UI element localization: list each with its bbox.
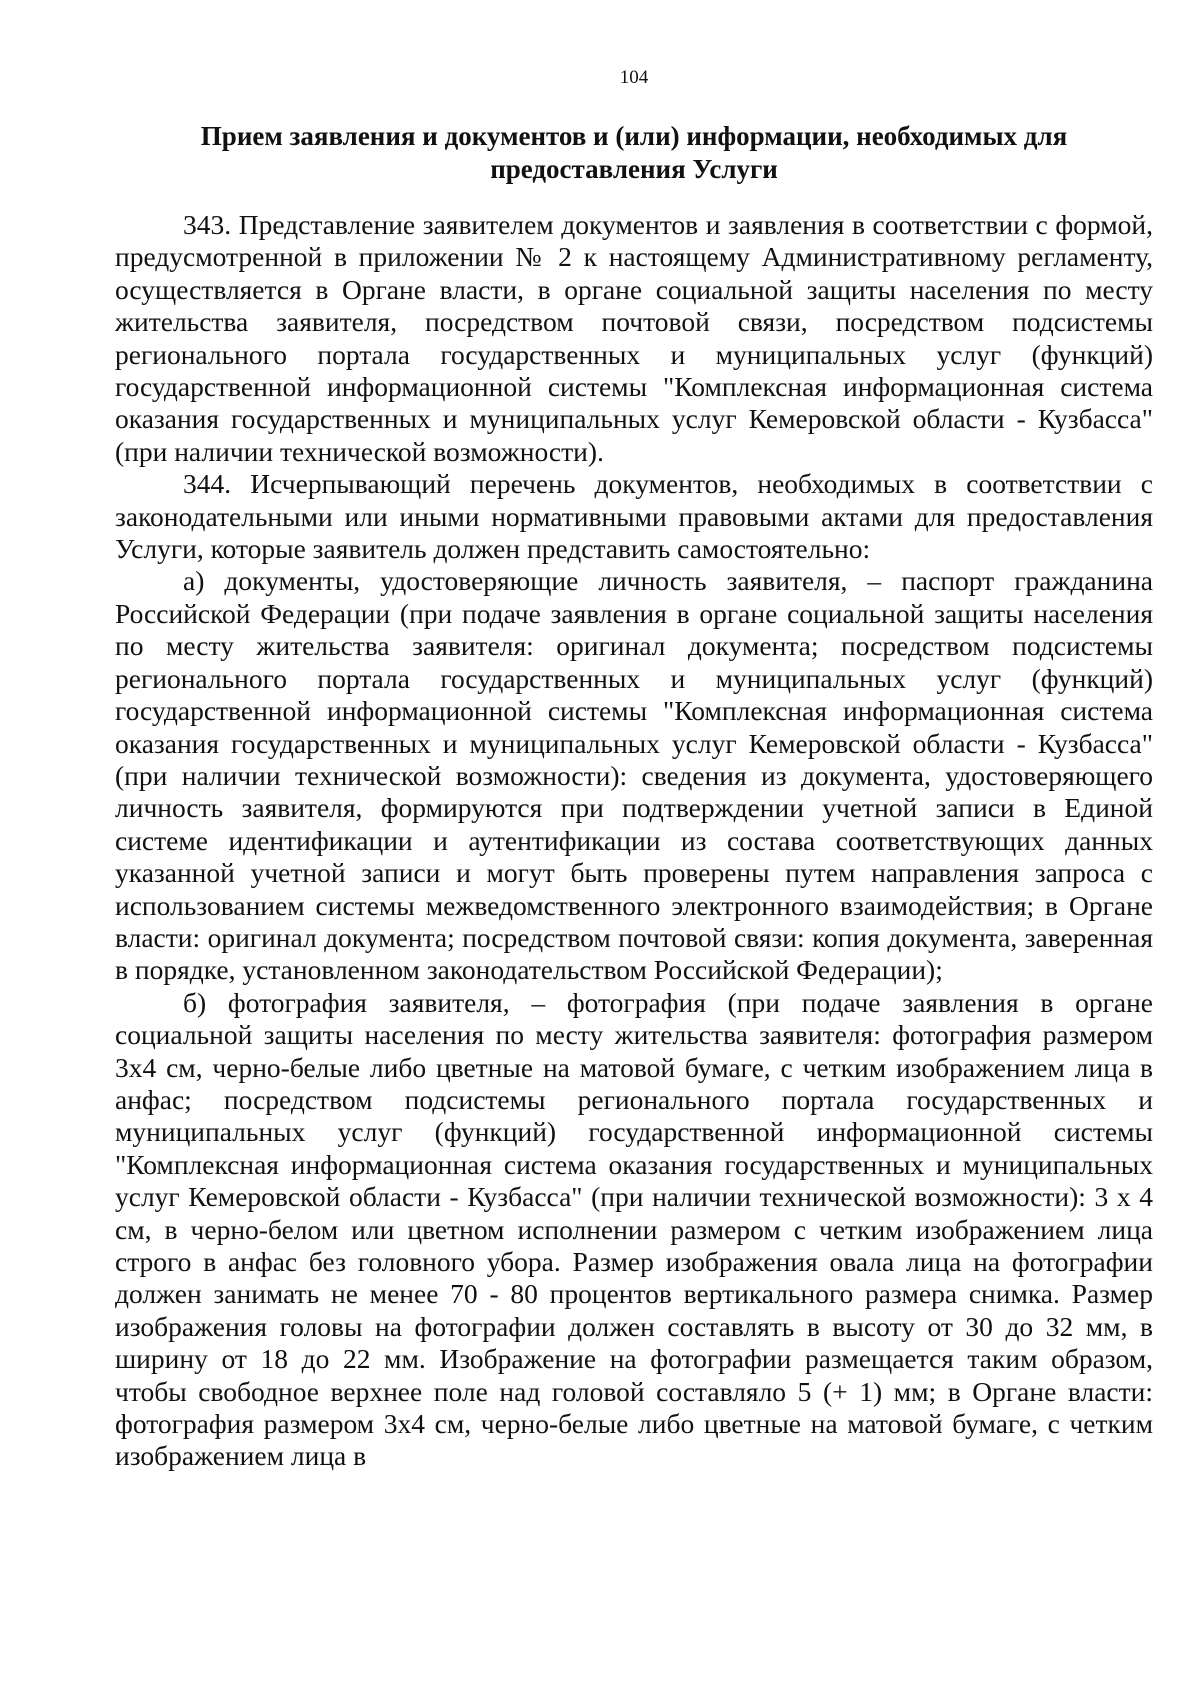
paragraph-344-item-b: б) фотография заявителя, – фотография (при подаче заявления в органе социальной защиты населения по месту жительства заявителя: фотография размером 3x4 см, черно-белые либо цветные на матовой бумаге, с четким изображением лица в анфас; посредством подсистемы регионального портала государственных и муниципальных услуг (функций) государственной информационной системы "Комплексная информационная система оказания государственных и муниципальных услуг Кемеровской области - Кузбасса" (при наличии технической возможности): 3 x 4 см, в черно-белом или цветном исполнении размером с четким изображением лица строго в анфас без головного убора. Размер изображения овала лица на фотографии должен занимать не менее 70 - 80 процентов вертикального размера снимка. Размер изображения головы на фотографии должен составлять в высоту от 30 до 32 мм, в ширину от 18 до 22 мм. Изображение на фотографии размещается таким образом, чтобы свободное верхнее поле над головой составляло 5 (+ 1) мм; в Органе власти: фотография размером 3x4 см, черно-белые либо цветные на матовой бумаге, с четким изображением лица в bbox=[115, 986, 1153, 1472]
document-body bbox=[115, 209, 1153, 1473]
paragraph-343: 343. Представление заявителем документов и заявления в соответствии с формой, предусмотренной в приложении № 2 к настоящему Административному регламенту, осуществляется в Органе власти, в органе социальной защиты населения по месту жительства заявителя, посредством почтовой связи, посредством подсистемы регионального портала государственных и муниципальных услуг (функций) государственной информационной системы "Комплексная информационная система оказания государственных и муниципальных услуг Кемеровской области - Кузбасса" (при наличии технической возможности). bbox=[115, 209, 1153, 467]
paragraph-344-item-a: а) документы, удостоверяющие личность заявителя, – паспорт гражданина Российской Федерации (при подаче заявления в органе социальной защиты населения по месту жительства заявителя: оригинал документа; посредством подсистемы регионального портала государственных и муниципальных услуг (функций) государственной информационной системы "Комплексная информационная система оказания государственных и муниципальных услуг Кемеровской области - Кузбасса" (при наличии технической возможности): сведения из документа, удостоверяющего личность заявителя, формируются при подтверждении учетной записи в Единой системе идентификации и аутентификации из состава соответствующих данных указанной учетной записи и могут быть проверены путем направления запроса с использованием системы межведомственного электронного взаимодействия; в Органе власти: оригинал документа; посредством почтовой связи: копия документа, заверенная в порядке, установленном законодательством Российской Федерации); bbox=[115, 565, 1153, 986]
section-title: Прием заявления и документов и (или) информации, необходимых для предоставления Услуги bbox=[200, 121, 1068, 184]
paragraph-344: 344. Исчерпывающий перечень документов, необходимых в соответствии с законодательными или иными нормативными правовыми актами для предоставления Услуги, которые заявитель должен представить самостоятельно: bbox=[115, 468, 1153, 565]
page-number: 104 bbox=[619, 67, 649, 88]
